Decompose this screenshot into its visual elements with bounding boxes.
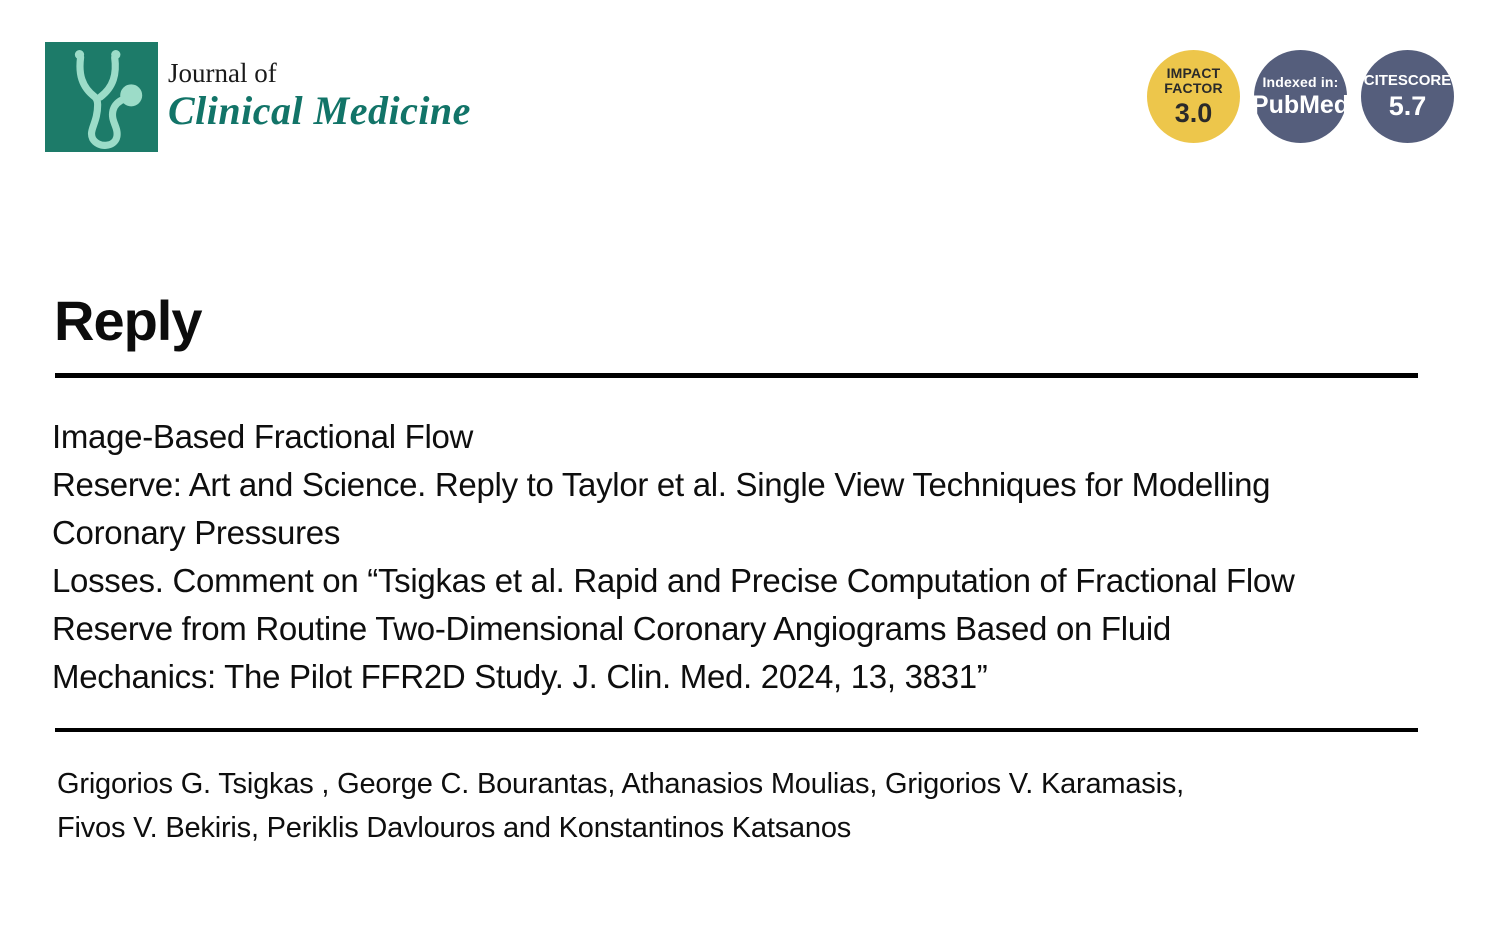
divider-bottom [55, 728, 1418, 732]
title-line: Image-Based Fractional Flow [52, 418, 474, 455]
impact-factor-value: 3.0 [1174, 97, 1213, 128]
author-list [57, 762, 1457, 850]
pubmed-badge [1251, 50, 1350, 143]
authors-line: Grigorios G. Tsigkas , George C. Bourantas, Athanasios Moulias, Grigorios V. Karamasis, [57, 768, 1184, 800]
title-line: Mechanics: The Pilot FFR2D Study. J. Clin. Med. 2024, 13, 3831” [52, 658, 988, 695]
citescore-badge [1361, 50, 1454, 143]
journal-name [168, 58, 471, 132]
article-type-heading: Reply [54, 289, 202, 352]
title-line: Reserve: Art and Science. Reply to Taylor et al. Single View Techniques for Modelling [52, 466, 1271, 503]
impact-factor-badge [1147, 50, 1240, 143]
journal-name-prefix: Journal of [168, 58, 277, 88]
metric-badges [1147, 50, 1454, 143]
citescore-label: CITESCORE [1363, 71, 1452, 89]
divider-top [55, 373, 1418, 378]
pubmed-value: PubMed [1251, 90, 1350, 119]
authors-line: Fivos V. Bekiris, Periklis Davlouros and Konstantinos Katsanos [57, 812, 852, 844]
article-title [52, 413, 1472, 701]
journal-name-main: Clinical Medicine [168, 88, 471, 133]
impact-factor-label-1: IMPACT [1166, 65, 1221, 82]
impact-factor-label-2: FACTOR [1164, 79, 1223, 96]
citescore-value: 5.7 [1388, 90, 1427, 121]
journal-logo [45, 42, 158, 152]
title-line: Reserve from Routine Two-Dimensional Coronary Angiograms Based on Fluid [52, 610, 1171, 647]
title-line: Coronary Pressures [52, 514, 341, 551]
pubmed-label: Indexed in: [1262, 74, 1339, 91]
stethoscope-icon [45, 42, 158, 152]
title-line: Losses. Comment on “Tsigkas et al. Rapid and Precise Computation of Fractional Flow [52, 562, 1295, 599]
